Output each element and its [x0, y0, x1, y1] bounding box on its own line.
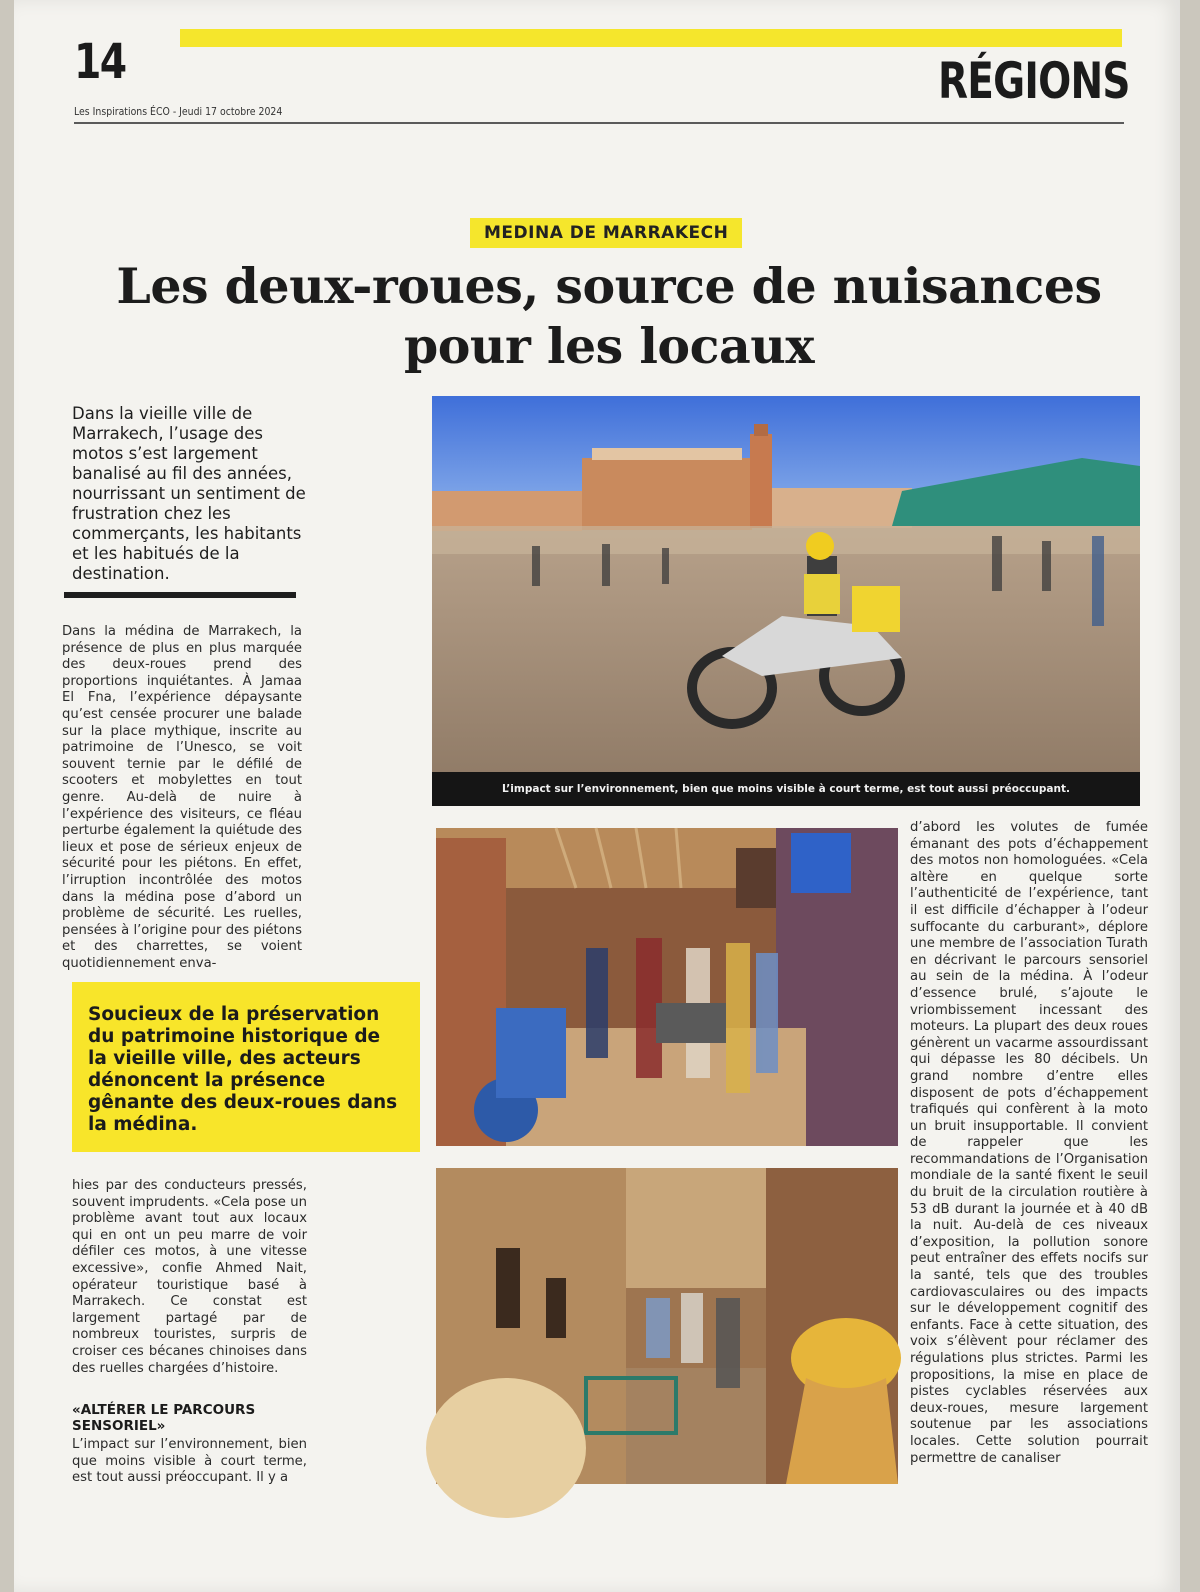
body-text-column-1: Dans la médina de Marrakech, la présence de plus en plus marquée des deux-roues prend des proportions inquiétantes. À Jamaa El Fna, l’expérience dépaysante qu’est censée procurer une balade sur la place mythique, inscrite au patrimoine de l’Unesco, se voit souvent ternie par le défilé de scooters et mobylettes en tout genre. Au-delà de nuire à l’expérience des visiteurs, ce fléau perturbe également la quiétude des lieux et pose de sérieux enjeux de sécurité pour les piétons. En effet, l’irruption incontrôlée des motos dans la médina pose d’abord un problème de sécurité. Les ruelles, pensées à l’origine pour des piétons et des charrettes, se voient quotidiennement enva-	[62, 624, 302, 971]
header-rule	[74, 122, 1124, 124]
lead-separator	[64, 592, 296, 598]
newspaper-page	[14, 0, 1180, 1592]
photo-souk-alley-crowd	[436, 828, 898, 1146]
article-lead: Dans la vieille ville de Marrakech, l’usage des motos s’est largement banalisé au fil des années, nourrissant un sentiment de frustration chez les commerçants, les habitants et les habitués de la destination.	[72, 404, 306, 583]
article-kicker: MEDINA DE MARRAKECH	[470, 218, 742, 248]
section-title: RÉGIONS	[938, 52, 1130, 110]
body-text-column-1-end: L’impact sur l’environnement, bien que moins visible à court terme, est tout aussi préoccupant. Il y a	[72, 1437, 307, 1486]
photo-narrow-alley-motorcyclists	[436, 1168, 898, 1484]
page-number: 14	[74, 34, 126, 90]
dateline: Les Inspirations ÉCO - Jeudi 17 octobre 2024	[74, 105, 283, 118]
pull-quote-text: Soucieux de la préservation du patrimoine historique de la vieille ville, des acteurs dénoncent la présence gênante des deux-roues dans la médina.	[88, 1004, 398, 1135]
pull-quote-box	[72, 982, 420, 1152]
photo-caption: L’impact sur l’environnement, bien que moins visible à court terme, est tout aussi préoccupant.	[432, 772, 1140, 806]
photo-jamaa-el-fna-scooter	[432, 396, 1140, 806]
header-yellow-bar	[180, 29, 1122, 47]
body-text-column-3: d’abord les volutes de fumée émanant des pots d’échappement des motos non homologuées. «Cela altère en quelque sorte l’authenticité de l’expérience, tant il est difficile d’échapper à l’odeur suffocante du carburant», déplore une membre de l’association Turath en décrivant le parcours sensoriel au sein de la médina. À l’odeur d’essence brulé, s’ajoute le vriombissement incessant des moteurs. La plupart des deux roues génèrent un vacarme assourdissant qui dépasse les 80 décibels. Un grand nombre d’entre elles disposent de pots d’échappement trafiqués qui confèrent à la moto un bruit insupportable. Il convient de rappeler que les recommandations de l’Organisation mondiale de la santé fixent le seuil du bruit de la circulation routière à 53 dB durant la journée et à 40 dB la nuit. Au-delà de ces niveaux d’exposition, la pollution sonore peut entraîner des effets nocifs sur la santé, tels que des troubles cardiovasculaires ou des impacts sur le développement cognitif des enfants. Face à cette situation, des voix s’élèvent pour réclamer des régulations plus strictes. Parmi les propositions, la mise en place de pistes cyclables réservées aux deux-roues, mesure largement soutenue par les associations locales. Cette solution pourrait permettre de canaliser	[910, 820, 1148, 1466]
article-subhead: «ALTÉRER LE PARCOURS SENSORIEL»	[72, 1402, 256, 1434]
body-text-column-1-continued: hies par des conducteurs pressés, souvent imprudents. «Cela pose un problème avant tout aux locaux qui en ont un peu marre de voir défiler ces motos, à une vitesse excessive», confie Ahmed Nait, opérateur touristique basé à Marrakech. Ce constat est largement partagé par de nombreux touristes, surpris de croiser ces bécanes chinoises dans des ruelles chargées d’histoire.	[72, 1178, 307, 1376]
article-title: Les deux-roues, source de nuisances pour les locaux	[116, 257, 1102, 375]
